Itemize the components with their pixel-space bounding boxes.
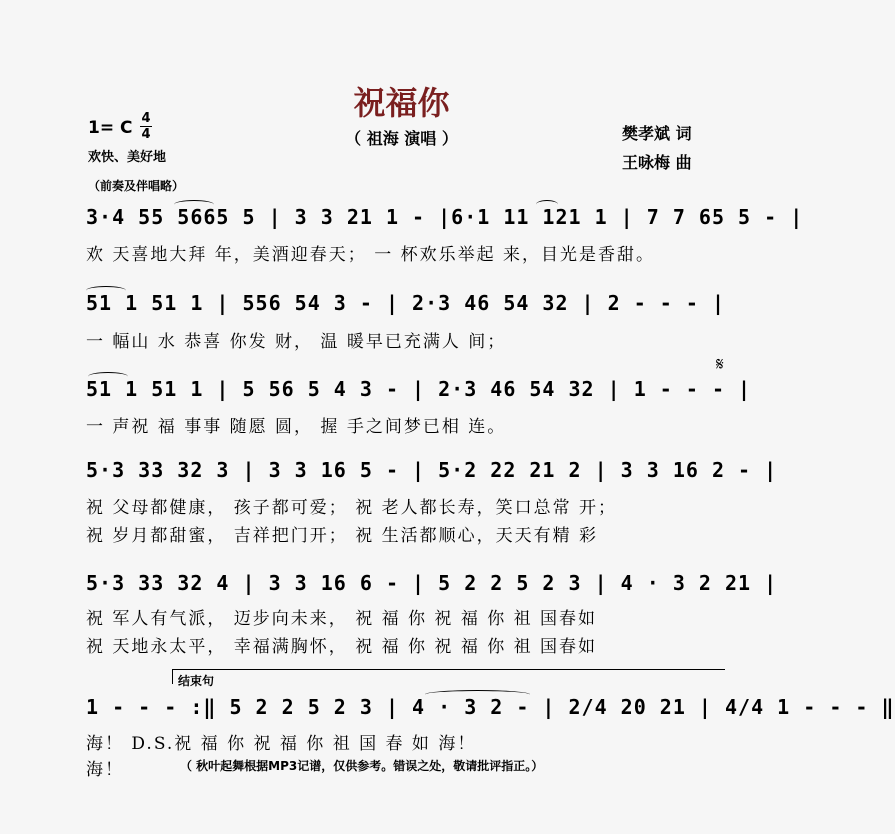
segno-sign: 𝄋 bbox=[716, 354, 724, 375]
composer-credit: 王咏梅 曲 bbox=[622, 153, 692, 172]
intro-note: （前奏及伴唱略） bbox=[88, 179, 185, 193]
time-top: 4 bbox=[141, 111, 151, 126]
notation-line-1: 3·4 55 5665 5 | 3 3 21 1 - |6·1 11 121 1 | 7 7 65 5 - | bbox=[86, 205, 804, 229]
lyrics-line-4a: 祝 父母都健康， 孩子都可爱； 祝 老人都长寿，笑口总常 开； bbox=[86, 498, 618, 518]
slur-mark bbox=[425, 690, 530, 699]
lyrics-line-1: 欢 天喜地大拜 年，美酒迎春天； 一 杯欢乐举起 来，目光是香甜。 bbox=[86, 245, 656, 265]
notation-line-2: 51 1 51 1 | 556 54 3 - | 2·3 46 54 32 | 2 - - - | bbox=[86, 291, 726, 315]
notation-line-5: 5·3 33 32 4 | 3 3 16 6 - | 5 2 2 5 2 3 | 4 · 3 2 21 | bbox=[86, 571, 778, 595]
tempo-marking: 欢快、美好地 bbox=[88, 150, 167, 165]
notation-line-4: 5·3 33 32 3 | 3 3 16 5 - | 5·2 22 21 2 | 3 3 16 2 - | bbox=[86, 458, 778, 482]
lyrics-line-5a: 祝 军人有气派， 迈步向未来， 祝 福 你 祝 福 你 祖 国春如 bbox=[86, 609, 598, 629]
time-signature bbox=[140, 112, 152, 141]
lyrics-line-6a: 海！ D.S.祝 福 你 祝 福 你 祖 国 春 如 海！ bbox=[86, 734, 477, 754]
lyrics-line-6b: 海！ bbox=[86, 760, 124, 780]
transcription-note: （ 秋叶起舞根据MP3记谱，仅供参考。错误之处，敬请批评指正。） bbox=[180, 759, 544, 773]
lyrics-line-2: 一 幅山 水 恭喜 你发 财， 温 暖早已充满人 间； bbox=[86, 332, 507, 352]
lyrics-line-3: 一 声祝 福 事事 随愿 圆， 握 手之间梦已相 连。 bbox=[86, 417, 507, 437]
slur-mark bbox=[86, 286, 126, 295]
song-title: 祝福你 bbox=[353, 84, 450, 122]
lyrics-line-5b: 祝 天地永太平， 幸福满胸怀， 祝 福 你 祝 福 你 祖 国春如 bbox=[86, 637, 598, 657]
ending-bracket bbox=[172, 669, 725, 684]
notation-line-6: 1 - - - :‖ 5 2 2 5 2 3 | 4 · 3 2 - | 2/4 20 21 | 4/4 1 - - - ‖ bbox=[86, 695, 895, 719]
slur-mark bbox=[536, 200, 558, 209]
time-bottom: 4 bbox=[141, 127, 151, 142]
slur-mark bbox=[174, 200, 214, 209]
notation-line-3: 51 1 51 1 | 5 56 5 4 3 - | 2·3 46 54 32 | 1 - - - | bbox=[86, 377, 752, 401]
key-signature: 1= C bbox=[88, 118, 133, 138]
lyrics-line-4b: 祝 岁月都甜蜜， 吉祥把门开； 祝 生活都顺心，天天有精 彩 bbox=[86, 526, 599, 546]
ending-label: 结束句 bbox=[178, 674, 215, 688]
performer: （ 祖海 演唱 ） bbox=[345, 129, 458, 148]
lyricist-credit: 樊孝斌 词 bbox=[622, 124, 692, 143]
slur-mark bbox=[88, 372, 128, 381]
